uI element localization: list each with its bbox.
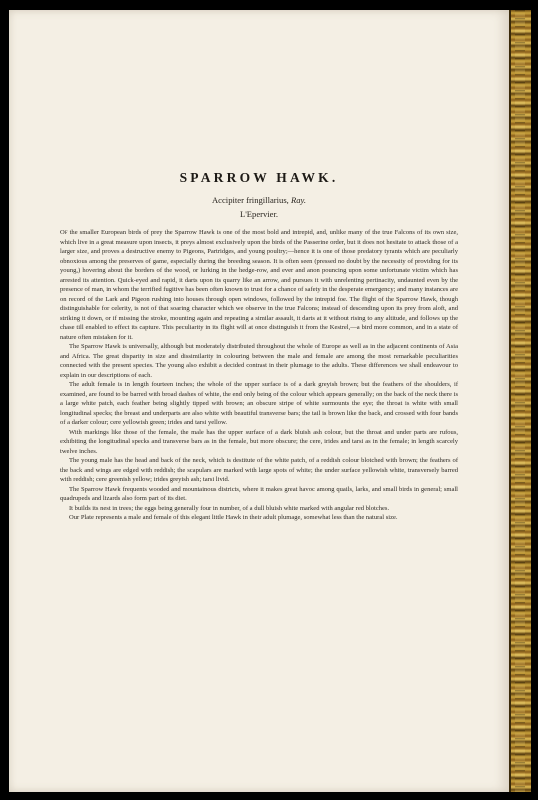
paragraph-1-text: the smaller European birds of prey the Sparrow Hawk is one of the most bold and intrepid, and, unlike many of the true Falcons of its own size, which live in a great measure upon insects, it preys almost exclusively upon the birds of the Passerine order, but it does not hesitate to attack those of a larger size, and proves a destructive enemy to Pigeons, Partridges, and young poultry;—hence it is one of those predatory tyrants which are peculiarly obnoxious among the preserves of game, especially during the breeding season. It is often seen (pressed no doubt by the necessity of providing for its young,) hovering about the borders of the wood, or lurking in the hedge-row, and ever and anon pouncing upon some unfortunate victim which has arrested its attention. Quick-eyed and rapid, it darts upon its quarry like an arrow, and pursues it with unrelenting pertinacity, undaunted even by the presence of man, in whom the terrified fugitive has been often known to trust for a chance of safety in the desperate emergency; and many instances are on record of the Lark and Pigeon rushing into houses through open windows, followed by the intrepid foe. The flight of the Sparrow Hawk, though distinguishable for celerity, is not of that soaring character which we observe in the true Falcons; instead of descending upon its prey from aloft, and striking it down, or if missing the stroke, mounting again and repeating a similar assault, it darts at it without rising to any altitude, and follows up the chase till enabled to effect its capture. This peculiarity in its flight will at once distinguish it from the Kestrel,—a bird more common, and in a state of nature often mistaken for it.	[60, 229, 458, 341]
paragraph-4: With markings like those of the female, the male has the upper surface of a dark bluish ash colour, but the throat and under parts are rufous, exhibiting the longitudinal specks and transverse bars as in the female, but more obscure; the cere, irides and tarsi as in the female; in length scarcely twelve inches.	[60, 428, 458, 455]
paragraph-1-lead: Of	[60, 229, 68, 236]
french-name: L'Epervier.	[239, 209, 279, 219]
paragraph-6: The Sparrow Hawk frequents wooded and mountainous districts, where it makes great havoc among quails, larks, and small birds in general; small quadrupeds and lizards also form part of its diet.	[60, 485, 458, 502]
article-body	[60, 228, 458, 523]
scientific-name-text: Accipiter fringillarius,	[211, 195, 289, 205]
gilt-page-edges	[509, 10, 531, 792]
page-title: SPARROW HAWK.	[179, 170, 339, 185]
paragraph-8: Our Plate represents a male and female of this elegant little Hawk in their adult plumage, somewhat less than the natural size.	[69, 514, 398, 521]
paragraph-1	[60, 228, 458, 342]
paragraph-2: The Sparrow Hawk is universally, although but moderately distributed throughout the whole of Europe as well as in the adjacent continents of Asia and Africa. The great disparity in size and dissimilarity in colouring between the male and female are among the most remarkable peculiarities connected with the present species. The young also exhibit a decided contrast in their plumage to the adults. These differences we shall endeavour to explain in our descriptions of each.	[60, 343, 458, 379]
book-page	[9, 10, 509, 792]
scientific-name	[9, 195, 509, 205]
paragraph-3: The adult female is in length fourteen inches; the whole of the upper surface is of a dark greyish brown; but the feathers of the shoulders, if examined, are found to be barred with broad dashes of white, the end only being of the colour which appears generally; on the back of the neck there is a large white patch, each feather being slightly tipped with brown; an obscure stripe of white surmounts the eye; the throat is white with small longitudinal specks; the breast and underparts are also white with beautiful transverse bars; the tail is brown like the back, and crossed with four bands of a darker colour; cere yellowish green; irides and tarsi yellow.	[60, 381, 458, 426]
paragraph-7: It builds its nest in trees; the eggs being generally four in number, of a dull bluish white marked with angular red blotches.	[69, 504, 390, 512]
paragraph-5: The young male has the head and back of the neck, which is destitute of the white patch, of a reddish colour blotched with brown; the feathers of the back and wings are edged with reddish; the scapulars are marked with large spots of white; the under surface yellowish white, transversely barred with reddish; cere greenish yellow; irides greyish ash; tarsi livid.	[60, 457, 458, 483]
scientific-name-authority: Ray.	[290, 195, 307, 205]
